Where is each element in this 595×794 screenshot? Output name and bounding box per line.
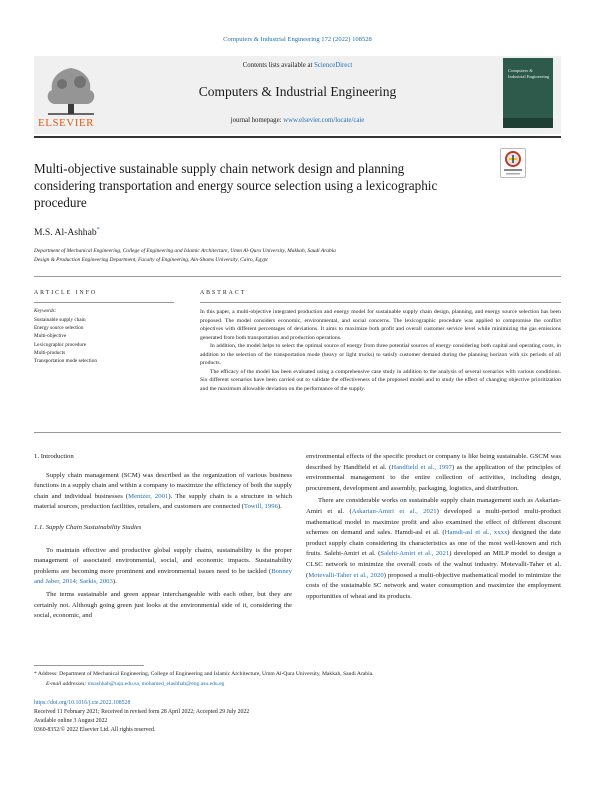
citation-link[interactable]: Handfield et al., 1997 [391,463,452,471]
abstract-paragraph: The efficacy of the model has been evaluated using a comprehensive case study in addition to the analysis of several scenarios with various conditions. Six different scenarios have been carried out to validate the effectiveness of the proposed model and to study the effect of changing objective prioritization and the maximum allowable deviation on the performance of the supply. [200,368,561,392]
abstract-rule [200,302,561,303]
publisher-wordmark: ELSEVIER [38,117,94,129]
abstract-paragraph: In this paper, a multi-objective integrated production and energy model for sustainable supply chain design, planning, and energy source selection has been proposed. The model considers economic, environmental, and social concerns. The lexicographic procedure was applied to compromise the conflict objectives with different percentages of deviations. It aims to maximize both profit and overall customer service level while minimizing the gas emissions generated from both transportation and production operations. [200,309,561,341]
corresponding-author-footnote: * Address: Department of Mechanical Engineering, College of Engineering and Islamic Architecture, Umm Al-Qura University, Makkah, Saudi Arabia. [34,671,374,677]
paper-title: Multi-objective sustainable supply chain network design and planning considering transportation and energy source selection using a lexicographic procedure [34,161,438,211]
abstract-heading: ABSTRACT [200,290,247,296]
citation-link[interactable]: Bonney and Jaber, 2014; Sarkis, 2003 [34,567,292,586]
citation-link[interactable]: Askarian-Amiri et al., 2021 [351,507,437,515]
email-links[interactable]: msashhab@uqu.edu.sa, mohamed_elashhab@eng.asu.edu.eg [87,681,225,687]
keyword: Transportation mode selection [34,358,97,365]
author-name-text: M.S. Al-Ashhab [34,227,97,239]
section-heading: 1. Introduction [34,453,74,460]
affiliation-2: Design & Production Engineering Department, Faculty of Engineering, Ain-Shams University, Cairo, Egypt [34,257,268,263]
crossmark-icon [501,149,525,177]
keyword: Multi-objective [34,333,67,340]
author-footnote-mark[interactable]: * [96,227,100,233]
body-paragraph: The terms sustainable and green appear interchangeable with each other, but they are certainly not. Although going green just looks at the environmental side of it, considering the social, economic, and [34,590,292,620]
keyword: Energy source selection [34,325,84,332]
body-right-column [306,452,561,604]
author-name [34,227,100,238]
abstract-paragraph: In addition, the model helps to select the optimal source of energy from three potential sources of energy considering both capital and operating costs, in addition to the selection of the transportation mode (heavy or light trucks) to satisfy customer demand during the planning horizon with six periods of all products. [200,343,561,366]
abstract-bottom-rule [34,432,561,433]
body-left-column [34,452,292,624]
journal-reference[interactable]: Computers & Industrial Engineering 172 (2022) 108528 [223,36,372,43]
homepage-link[interactable]: www.elsevier.com/locate/caie [283,117,365,124]
body-paragraph: There are considerable works on sustainable supply chain management such as Askarian-Amiri et al. (Askarian-Amiri et al., 2021) developed a multi-period multi-product mathematical model to maximize profit and also examined the effect of different discount schemes on demand and sales. Hamdi-asl et al. (Hamdi-asl et al., xxxx) designed the date product supply chain considering its characteristics as one of the most well-known and rich fruits. Salehi-Amiri et al. (Salehi-Amiri et al., 2021) developed an MILP model to design a CLSC network to minimize the overall costs of the walnut industry. Motevalli-Taher et al. (Motevalli-Taher et al., 2020) proposed a multi-objective mathematical model to minimize the costs of the sustainable SC network and water consumption and maximize the employment opportunities of wheat and its products. [306,497,562,600]
keywords-list [34,316,97,365]
citation-link[interactable]: Hamdi-asl et al., xxxx [444,529,508,537]
journal-title: Computers & Industrial Engineering [198,84,397,99]
doi-link[interactable]: https://doi.org/10.1016/j.cie.2022.108528 [34,700,131,706]
affiliation-1: Department of Mechanical Engineering, College of Engineering and Islamic Architecture, Umm Al-Qura University, Makkah, Saudi Arabia [34,248,336,254]
article-info-rule [34,302,174,303]
cover-title: Computers & Industrial Engineering [508,68,550,79]
received-dates: Received 11 February 2021; Received in revised form 28 April 2022; Accepted 29 July 2022 [34,709,250,715]
citation-link[interactable]: Salehi-Amiri et al., 2021 [380,550,450,558]
header-rule [34,136,561,138]
article-info-heading: ARTICLE INFO [34,290,98,296]
body-paragraph: To maintain effective and productive global supply chains, sustainability is the proper management of associated environmental, social, and economic impacts. Sustainability problems are becoming more prominent and environmental issues need to be tackled (Bonney and Jaber, 2014; Sarkis, 2003). [34,546,292,586]
keywords-label: Keywords: [34,308,57,314]
keyword: Lexicographic procedure [34,341,86,348]
body-paragraph: Supply chain management (SCM) was described as the organization of various business functions in a supply chain and within a company to maximize the efficiency of both the supply chain and individual businesses (Mentzer, 2001). The supply chain is a structure in which material sources, production facilities, retailers, and customers are connected (Towill, 1996). [34,471,292,511]
available-online-date: Available online 3 August 2022 [34,718,108,724]
section-rule [34,276,561,277]
keyword: Multi-products [34,349,66,356]
email-footnote [46,681,561,687]
body-paragraph: environmental effects of the specific product or company is like being sustainable. GSCM was described by Handfield et al. (Handfield et al., 1997) as the application of the principles of environmental management to the entire collection of activities, including design, procurement, development and assembly, packaging, logistics, and distribution. [306,453,561,492]
keyword: Sustainable supply chain [34,317,86,323]
cover-band [503,118,553,128]
email-label: E-mail addresses: [46,681,88,687]
citation-link[interactable]: Mentzer, 2001 [128,492,169,500]
subsection-heading: 1.1. Supply Chain Sustainability Studies [34,523,142,531]
citation-link[interactable]: Motevalli-Taher et al., 2020 [308,571,384,579]
citation-link[interactable]: Towill, 1996 [243,503,278,511]
abstract-text [200,308,561,393]
copyright-notice: 0360-8352/© 2022 Elsevier Ltd. All rights reserved. [34,727,156,733]
sciencedirect-link[interactable]: ScienceDirect [314,62,353,69]
homepage-prefix: journal homepage: [230,117,284,124]
contents-prefix: Contents lists available at [242,62,315,69]
footnote-rule [34,665,144,666]
check-for-updates-button[interactable] [500,148,526,178]
journal-cover-thumbnail [503,58,553,128]
